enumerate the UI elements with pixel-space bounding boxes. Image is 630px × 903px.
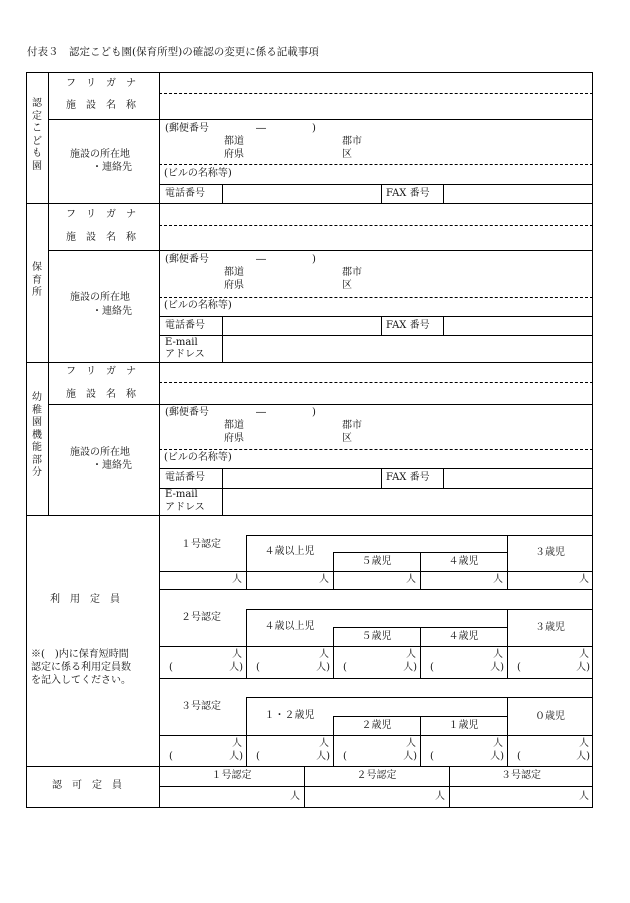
ward-label: 区 [342,433,352,444]
address-label: 施設の所在地 [70,292,130,303]
section-divider [26,203,593,204]
unit-label: 人 [319,649,329,660]
address-label: 施設の所在地 [70,447,130,458]
paren-open: ( [517,662,521,673]
column-divider [222,316,223,362]
email-label: E-mail [165,489,198,500]
unit-label: 人 [232,574,242,585]
approved-col-3: ３号認定 [501,770,541,781]
age-sub-label: ５歳児 [361,556,392,567]
furigana-label: フ リ ガ ナ [66,366,136,377]
row-divider [246,535,593,536]
prefecture-label-2: 府県 [224,149,244,160]
age-sub-label: ２歳児 [361,720,392,731]
section-divider [26,515,593,516]
unit-label: 人 [493,738,503,749]
prefecture-label: 都道 [224,136,244,147]
paren-unit: 人) [229,662,243,673]
paren-unit: 人) [576,751,590,762]
column-divider [159,72,160,808]
paren-unit: 人) [403,662,417,673]
prefecture-label-2: 府県 [224,280,244,291]
row-divider [48,119,593,120]
paren-unit: 人) [316,662,330,673]
building-label: (ビルの名称等) [164,452,232,463]
age-sub-label: ４歳児 [448,556,479,567]
age-group-label: １・２歳児 [264,710,315,721]
row-divider [159,382,593,383]
row-divider [159,225,593,226]
paren-open: ( [343,751,347,762]
approved-label: 認 可 定 員 [52,780,122,791]
tel-label: 電話番号 [165,188,205,199]
paren-unit: 人) [403,751,417,762]
ward-label: 区 [342,280,352,291]
row-divider [48,250,593,251]
age-sub-label: ４歳児 [448,631,479,642]
prefecture-label: 都道 [224,420,244,431]
paren-unit: 人) [316,751,330,762]
unit-label: 人 [579,649,589,660]
email-label-2: アドレス [165,502,205,513]
row-divider [159,335,593,336]
row-divider [48,404,593,405]
unit-label: 人 [290,791,300,802]
paren-open: ( [343,662,347,673]
age-sub-label: １歳児 [448,720,479,731]
unit-label: 人 [493,649,503,660]
unit-label: 人 [232,738,242,749]
approved-col-1: １号認定 [211,770,252,781]
column-divider [443,468,444,488]
paren-open: ( [169,662,173,673]
unit-label: 人 [406,574,416,585]
fax-label: FAX 番号 [386,188,430,199]
column-divider [443,184,444,203]
column-divider [443,316,444,335]
cert-1-label: １号認定 [181,539,221,550]
row-divider [159,164,593,165]
address-label-2: ・連絡先 [92,162,132,173]
unit-label: 人 [232,649,242,660]
cert-2-label: ２号認定 [181,612,221,623]
postal-label: (郵便番号 [165,407,209,418]
paren-open: ( [256,751,260,762]
unit-label: 人 [579,738,589,749]
address-label-2: ・連絡先 [92,460,132,471]
email-label: E-mail [165,337,198,348]
paren-open: ( [430,751,434,762]
unit-label: 人 [319,574,329,585]
page-title: 付表３ 認定こども園(保育所型)の確認の変更に係る記載事項 [27,46,319,58]
unit-label: 人 [406,738,416,749]
unit-label: 人 [579,574,589,585]
paren-open: ( [169,751,173,762]
section-divider [26,766,593,767]
furigana-label: フ リ ガ ナ [66,78,136,89]
row-divider [159,786,593,787]
postal-dash: ― [256,254,266,265]
prefecture-label: 都道 [224,267,244,278]
postal-close: ) [312,123,316,134]
paren-unit: 人) [490,662,504,673]
row-divider [159,449,593,450]
age-group-label: ４歳以上児 [264,621,315,632]
row-divider [159,735,593,736]
furigana-label: フ リ ガ ナ [66,209,136,220]
facility-name-label: 施 設 名 称 [66,100,136,111]
row-divider [246,697,593,698]
paren-open: ( [256,662,260,673]
row-divider [159,297,593,298]
capacity-note-3: を記入してください。 [31,675,131,686]
tel-label: 電話番号 [165,472,205,483]
age-sub-label: ５歳児 [361,631,392,642]
unit-label: 人 [406,649,416,660]
postal-dash: ― [256,123,266,134]
row-divider [159,589,593,590]
column-divider [222,184,223,203]
paren-unit: 人) [576,662,590,673]
paren-open: ( [517,751,521,762]
fax-label: FAX 番号 [386,320,430,331]
row-divider [246,609,593,610]
column-divider [222,468,223,515]
row-divider [159,468,593,469]
ward-label: 区 [342,149,352,160]
section-label-nintei: 認 定 こ ど も 園 [32,98,42,172]
tel-label: 電話番号 [165,320,205,331]
city-label: 郡市 [342,136,362,147]
section-divider [26,362,593,363]
fax-label: FAX 番号 [386,472,430,483]
paren-unit: 人) [490,751,504,762]
paren-open: ( [430,662,434,673]
section-label-hoikusho: 保 育 所 [32,262,42,298]
age-last-label: ３歳児 [535,547,565,558]
postal-dash: ― [256,407,266,418]
row-divider [159,316,593,317]
column-divider [381,316,382,335]
city-label: 郡市 [342,420,362,431]
city-label: 郡市 [342,267,362,278]
email-label-2: アドレス [165,349,205,360]
postal-label: (郵便番号 [165,254,209,265]
facility-name-label: 施 設 名 称 [66,389,136,400]
building-label: (ビルの名称等) [164,168,232,179]
column-divider [48,72,49,515]
address-label: 施設の所在地 [70,149,130,160]
building-label: (ビルの名称等) [164,300,232,311]
prefecture-label-2: 府県 [224,433,244,444]
column-divider [381,468,382,488]
postal-close: ) [312,407,316,418]
unit-label: 人 [579,791,589,802]
row-divider [159,646,593,647]
section-label-youchien: 幼 稚 園 機 能 部 分 [32,392,42,478]
postal-close: ) [312,254,316,265]
column-divider [381,184,382,203]
age-last-label: ０歳児 [535,711,565,722]
postal-label: (郵便番号 [165,123,209,134]
address-label-2: ・連絡先 [92,306,132,317]
paren-unit: 人) [229,751,243,762]
row-divider [159,571,593,572]
row-divider [159,184,593,185]
row-divider [159,488,593,489]
unit-label: 人 [319,738,329,749]
capacity-label: 利 用 定 員 [50,594,120,605]
cert-3-label: ３号認定 [181,701,221,712]
unit-label: 人 [493,574,503,585]
age-last-label: ３歳児 [535,622,565,633]
approved-col-2: ２号認定 [356,770,397,781]
capacity-note-2: 認定に係る利用定員数 [31,662,131,673]
row-divider [159,93,593,94]
row-divider [159,678,593,679]
age-group-label: ４歳以上児 [264,546,315,557]
capacity-note-1: ※( )内に保育短時間 [31,649,129,660]
facility-name-label: 施 設 名 称 [66,232,136,243]
unit-label: 人 [435,791,445,802]
